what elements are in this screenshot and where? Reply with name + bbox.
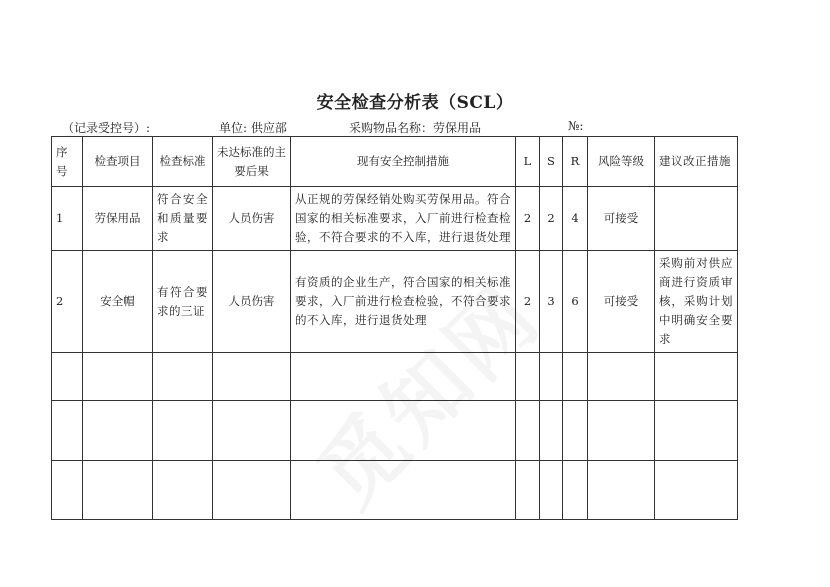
empty-row	[52, 461, 738, 520]
header-row	[52, 137, 738, 187]
row-l: 2	[516, 187, 540, 251]
row-suggestion	[655, 187, 738, 251]
row-item: 劳保用品	[83, 187, 153, 251]
header-item: 检查项目	[83, 137, 153, 187]
header-suggestion: 建议改正措施	[655, 137, 738, 187]
table-row	[52, 251, 738, 353]
header-standard: 检查标准	[153, 137, 213, 187]
row-seq: 1	[52, 187, 83, 251]
header-risk: 风险等级	[588, 137, 655, 187]
row-l: 2	[516, 251, 540, 353]
document-title: 安全检查分析表（SCL）	[316, 93, 514, 113]
row-consequence: 人员伤害	[213, 187, 291, 251]
header-seq: 序号	[52, 137, 83, 187]
item-name-label: 采购物品名称：劳保用品	[349, 121, 482, 135]
row-suggestion: 采购前对供应商进行资质审核，采购计划中明确安全要求	[655, 251, 738, 353]
row-s: 2	[540, 187, 563, 251]
row-item: 安全帽	[83, 251, 153, 353]
row-r: 4	[563, 187, 588, 251]
empty-row	[52, 401, 738, 461]
header-l: L	[516, 137, 540, 187]
header-measures: 现有安全控制措施	[291, 137, 516, 187]
row-risk: 可接受	[588, 187, 655, 251]
row-measures: 从正规的劳保经销处购买劳保用品。符合国家的相关标准要求，入厂前进行检查检验，不符合要求的不入库，进行退货处理	[291, 187, 516, 251]
row-measures: 有资质的企业生产，符合国家的相关标准要求，入厂前进行检查检验，不符合要求的不入库，进行退货处理	[291, 251, 516, 353]
header-s: S	[540, 137, 563, 187]
header-r: R	[563, 137, 588, 187]
table-row	[52, 187, 738, 251]
scl-table	[51, 136, 738, 520]
row-standard: 符合安全和质量要求	[153, 187, 213, 251]
number-label: №:	[568, 119, 584, 133]
unit-label: 单位: 供应部	[219, 121, 287, 135]
empty-row	[52, 353, 738, 401]
row-standard: 有符合要求的三证	[153, 251, 213, 353]
row-consequence: 人员伤害	[213, 251, 291, 353]
row-s: 3	[540, 251, 563, 353]
row-r: 6	[563, 251, 588, 353]
row-seq: 2	[52, 251, 83, 353]
header-consequence: 未达标准的主要后果	[213, 137, 291, 187]
record-number-label: （记录受控号）:	[62, 121, 151, 135]
row-risk: 可接受	[588, 251, 655, 353]
